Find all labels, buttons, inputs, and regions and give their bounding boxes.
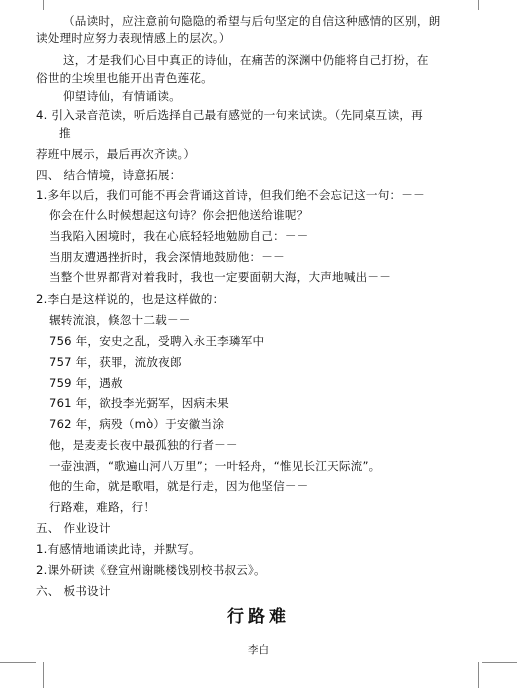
section-heading: 六、 板书设计 <box>36 584 111 598</box>
section-heading: 五、 作业设计 <box>36 521 111 535</box>
text-line: 仰望诗仙，有情诵读。 <box>63 89 181 103</box>
text-line: 1.有感情地诵读此诗，并默写。 <box>36 542 201 556</box>
text-line: 当我陷入困境时，我在心底轻轻地勉励自己：－－ <box>49 229 309 243</box>
text-line: 759 年，遇赦 <box>49 376 123 390</box>
text-line: 761 年，欲投李光弼军，因病未果 <box>49 396 229 410</box>
crop-mark-top-right <box>478 0 479 10</box>
text-line: 俗世的尘埃里也能开出青色莲花。 <box>36 71 213 85</box>
text-line: 读处理时应努力表现情感上的层次。） <box>36 31 231 45</box>
crop-mark-bottom-left <box>43 662 44 688</box>
text-line: 推 <box>59 126 71 140</box>
text-line: 762 年，病殁（mò）于安徽当涂 <box>49 417 225 431</box>
text-line: 你会在什么时候想起这句诗？你会把他送给谁呢？ <box>49 208 309 222</box>
text-line: 当朋友遭遇挫折时，我会深情地鼓励他：－－ <box>49 250 285 264</box>
text-line: 757 年，获罪，流放夜郎 <box>49 355 182 369</box>
text-line: 他的生命，就是歌唱，就是行走，因为他坚信－－ <box>49 479 309 493</box>
text-line: 2.课外研读《登宣州谢眺楼饯别校书叔云》。 <box>36 563 266 577</box>
text-line: 他，是麦麦长夜中最孤独的行者－－ <box>49 438 238 452</box>
text-line: 一壶浊酒，“歌遍山河八万里”；一叶轻舟，“惟见长江天际流”。 <box>49 459 381 473</box>
text-line: （品读时，应注意前句隐隐的希望与后句坚定的自信这种感情的区别，朗 <box>63 14 441 28</box>
crop-mark-bottom-left-h <box>0 662 36 663</box>
text-line: 2.李白是这样说的，也是这样做的： <box>36 292 225 306</box>
crop-mark-bottom-right <box>478 662 479 688</box>
text-line: 行路难，难路，行！ <box>49 500 156 514</box>
board-title: 行路难 <box>227 607 290 627</box>
text-line: 这，才是我们心目中真正的诗仙，在痛苦的深渊中仍能将自己打扮，在 <box>63 53 429 67</box>
text-line: 756 年，安史之乱，受聘入永王李璘军中 <box>49 334 265 348</box>
text-line: 荐班中展示，最后再次齐读。） <box>36 147 196 161</box>
text-line: 当整个世界都背对着我时，我也一定要面朝大海，大声地喊出－－ <box>49 270 392 284</box>
text-line: 辗转流浪，倏忽十二载－－ <box>49 313 191 327</box>
text-line: 1.多年以后，我们可能不再会背诵这首诗，但我们绝不会忘记这一句：－－ <box>36 188 425 202</box>
section-heading: 四、 结合情境，诗意拓展： <box>36 168 182 182</box>
text-line: 4. 引入录音范读，听后选择自己最有感觉的一句来试读。（先同桌互读，再 <box>36 108 423 122</box>
board-author: 李白 <box>248 644 269 656</box>
crop-mark-bottom-right-h <box>482 662 517 663</box>
crop-mark-top-left <box>43 0 44 10</box>
